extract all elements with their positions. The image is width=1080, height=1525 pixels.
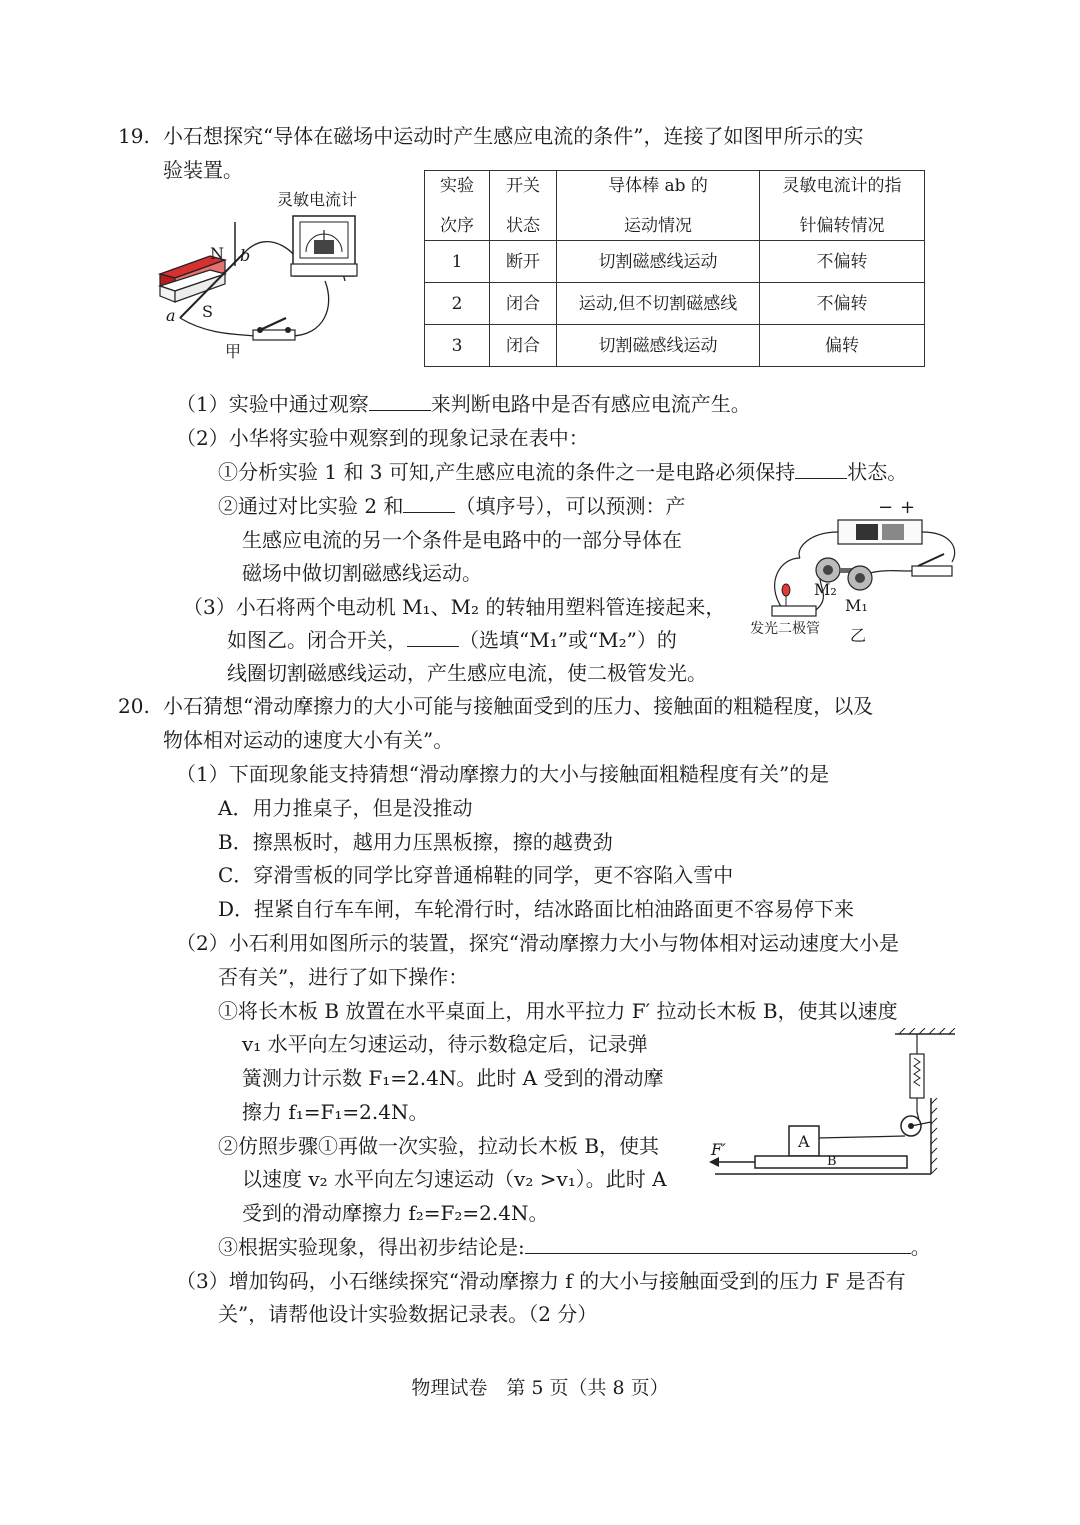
galvanometer-label: 灵敏电流计	[277, 190, 358, 209]
q19-part3-line1: （3）小石将两个电动机 M₁、M₂ 的转轴用塑料管连接起来，	[183, 595, 726, 619]
q19-part2b-line1: ②通过对比实验 2 和 （填序号），可以预测：产	[218, 490, 685, 523]
table-cell: 3	[425, 325, 490, 367]
q20-step2-line1: ②仿照步骤①再做一次实验，拉动长木板 B，使其	[218, 1134, 660, 1158]
q20-part3-line2: 关”，请帮他设计实验数据记录表。（2 分）	[218, 1302, 598, 1326]
table-header-cell: 开关 状态	[490, 171, 557, 241]
q20-part2-line1: （2）小石利用如图所示的装置，探究“滑动摩擦力大小与物体相对运动速度大小是	[176, 931, 899, 955]
option-d: D．捏紧自行车车闸，车轮滑行时，结冰路面比柏油路面更不容易停下来	[218, 897, 855, 921]
motor-m2-label: M₂	[814, 580, 837, 599]
q19-stem-line2: 验装置。	[163, 158, 243, 182]
q20-step1-line4: 擦力 f₁=F₁=2.4N。	[242, 1100, 429, 1124]
answer-blank[interactable]	[369, 388, 431, 411]
experiment-table	[424, 170, 925, 367]
table-header-cell: 灵敏电流计的指 针偏转情况	[760, 171, 925, 241]
table-cell: 2	[425, 283, 490, 325]
q20-step2-line2: 以速度 v₂ 水平向左匀速运动（v₂ >v₁）。此时 A	[242, 1167, 667, 1191]
motor-m1-label: M₁	[845, 596, 868, 615]
battery-plus-label: +	[900, 497, 916, 518]
force-f-label: F′	[711, 1140, 726, 1159]
answer-blank[interactable]	[403, 490, 455, 513]
magnet-north-label: N	[210, 244, 224, 263]
q20-part1: （1）下面现象能支持猜想“滑动摩擦力的大小与接触面粗糙程度有关”的是	[176, 762, 830, 786]
q20-step1-line1: ①将长木板 B 放置在水平桌面上，用水平拉力 F′ 拉动长木板 B，使其以速度	[218, 999, 898, 1023]
table-cell: 运动,但不切割磁感线	[557, 283, 760, 325]
q19-part1: （1）实验中通过观察 来判断电路中是否有感应电流产生。	[176, 388, 751, 421]
table-cell: 闭合	[490, 325, 557, 367]
table-cell: 切割磁感线运动	[557, 241, 760, 283]
rod-end-a-label: a	[166, 306, 176, 325]
q19-part3-line2: 如图乙。闭合开关， （选填“M₁”或“M₂”）的	[227, 624, 677, 657]
option-c: C．穿滑雪板的同学比穿普通棉鞋的同学，更不容陷入雪中	[218, 863, 734, 887]
table-cell: 1	[425, 241, 490, 283]
table-row	[425, 283, 925, 325]
option-b: B．擦黑板时，越用力压黑板擦，擦的越费劲	[218, 830, 613, 854]
rod-end-b-label: b	[240, 246, 251, 265]
q20-stem-line1: 小石猜想“滑动摩擦力的大小可能与接触面受到的压力、接触面的粗糙程度，以及	[163, 694, 874, 718]
page-footer: 物理试卷 第 5 页（共 8 页）	[411, 1377, 669, 1399]
q19-number: 19.	[118, 124, 150, 148]
q19-part2b-line3: 磁场中做切割磁感线运动。	[242, 561, 482, 585]
figure-yi-caption: 乙	[850, 626, 867, 645]
magnet-south-label: S	[202, 302, 213, 321]
table-row	[425, 241, 925, 283]
table-header-cell: 实验 次序	[425, 171, 490, 241]
board-b-label: B	[827, 1154, 837, 1169]
q19-part2b-line2: 生感应电流的另一个条件是电路中的一部分导体在	[242, 528, 682, 552]
table-cell: 不偏转	[760, 241, 925, 283]
figure-jia-caption: 甲	[225, 342, 242, 361]
q19-part3-line3: 线圈切割磁感线运动，产生感应电流，使二极管发光。	[227, 661, 707, 685]
figure-yi	[750, 497, 970, 648]
table-cell: 闭合	[490, 283, 557, 325]
q20-step3: ③根据实验现象，得出初步结论是: 。	[218, 1231, 931, 1264]
q20-number: 20.	[118, 694, 150, 718]
q20-step1-line3: 簧测力计示数 F₁=2.4N。此时 A 受到的滑动摩	[242, 1066, 664, 1090]
friction-figure	[705, 1028, 965, 1178]
q19-part2a: ①分析实验 1 和 3 可知,产生感应电流的条件之一是电路必须保持 状态。	[218, 456, 907, 489]
answer-blank[interactable]	[795, 456, 847, 479]
table-header-cell: 导体棒 ab 的 运动情况	[557, 171, 760, 241]
q20-part3-line1: （3）增加钩码，小石继续探究“滑动摩擦力 f 的大小与接触面受到的压力 F 是否有	[176, 1269, 906, 1293]
table-cell: 偏转	[760, 325, 925, 367]
q20-step2-line3: 受到的滑动摩擦力 f₂=F₂=2.4N。	[242, 1201, 549, 1225]
table-cell: 切割磁感线运动	[557, 325, 760, 367]
battery-minus-label: −	[878, 497, 894, 518]
answer-blank[interactable]	[407, 624, 459, 647]
q19-stem-line1: 小石想探究“导体在磁场中运动时产生感应电流的条件”，连接了如图甲所示的实	[163, 124, 864, 148]
table-header-row	[425, 171, 925, 241]
block-a-label: A	[798, 1132, 810, 1151]
option-a: A．用力推桌子，但是没推动	[218, 796, 473, 820]
table-cell: 断开	[490, 241, 557, 283]
figure-jia-drawing	[150, 186, 410, 376]
table-cell: 不偏转	[760, 283, 925, 325]
figure-jia	[150, 186, 410, 376]
q20-part2-line2: 否有关”，进行了如下操作：	[218, 965, 469, 989]
answer-blank[interactable]	[525, 1231, 911, 1254]
q20-step1-line2: v₁ 水平向左匀速运动，待示数稳定后，记录弹	[242, 1032, 648, 1056]
led-label: 发光二极管	[750, 621, 820, 637]
table-row	[425, 325, 925, 367]
q20-stem-line2: 物体相对运动的速度大小有关”。	[163, 728, 454, 752]
q19-part2: （2）小华将实验中观察到的现象记录在表中：	[176, 426, 589, 450]
